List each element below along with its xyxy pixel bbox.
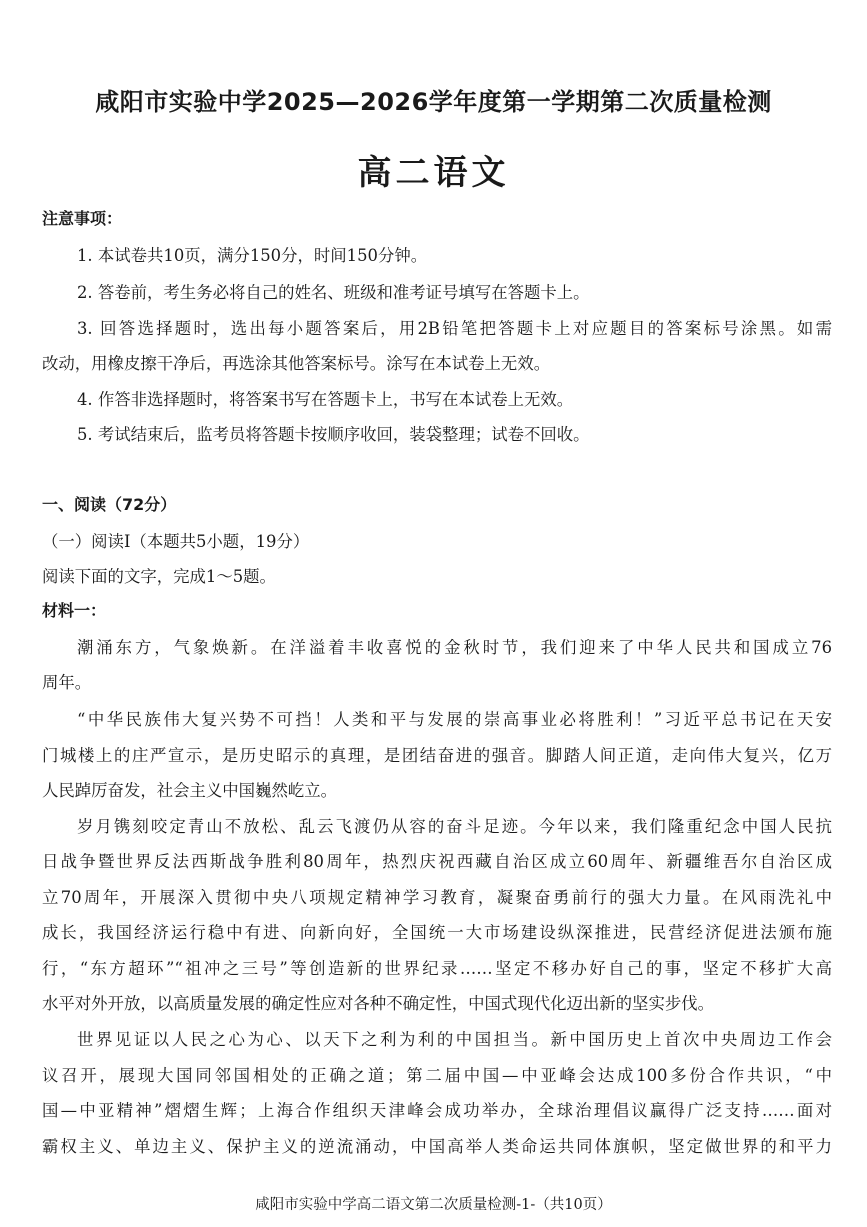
passage-line: 议召开，展现大国同邻国相处的正确之道；第二届中国—中亚峰会达成100多份合作共识，“中 — [42, 1066, 832, 1085]
passage-line: 门城楼上的庄严宣示，是历史昭示的真理，是团结奋进的强音。脚踏人间正道，走向伟大复兴，亿万 — [42, 746, 832, 765]
notice-item: 3. 回答选择题时，选出每小题答案后，用2B铅笔把答题卡上对应题目的答案标号涂黑。如需 — [77, 319, 832, 338]
passage-line: 世界见证以人民之心为心、以天下之利为利的中国担当。新中国历史上首次中央周边工作会 — [77, 1030, 832, 1049]
passage-line: 潮涌东方，气象焕新。在洋溢着丰收喜悦的金秋时节，我们迎来了中华人民共和国成立76 — [77, 638, 832, 657]
subject-title: 高二语文 — [357, 153, 510, 193]
passage-line: 岁月镌刻咬定青山不放松、乱云飞渡仍从容的奋斗足迹。今年以来，我们隆重纪念中国人民抗 — [77, 817, 832, 836]
page-footer: 咸阳市实验中学高二语文第二次质量检测-1-（共10页） — [255, 1197, 612, 1213]
passage-line: “中华民族伟大复兴势不可挡！人类和平与发展的崇高事业必将胜利！”习近平总书记在天安 — [77, 710, 832, 729]
passage-line: 人民踔厉奋发，社会主义中国巍然屹立。 — [42, 781, 338, 800]
passage-line: 霸权主义、单边主义、保护主义的逆流涌动，中国高举人类命运共同体旗帜，坚定做世界的和平力 — [42, 1137, 832, 1156]
sub-section-heading: （一）阅读Ⅰ（本题共5小题，19分） — [42, 532, 310, 551]
exam-title: 咸阳市实验中学2025—2026学年度第一学期第二次质量检测 — [95, 88, 772, 116]
passage-line: 成长，我国经济运行稳中有进、向新向好，全国统一大市场建设纵深推进，民营经济促进法颁布施 — [42, 923, 832, 942]
passage-line: 国—中亚精神”熠熠生辉；上海合作组织天津峰会成功举办，全球治理倡议赢得广泛支持……面对 — [42, 1101, 832, 1120]
notice-heading: 注意事项： — [42, 209, 123, 228]
notice-item-continued: 改动，用橡皮擦干净后，再选涂其他答案标号。涂写在本试卷上无效。 — [42, 354, 551, 373]
notice-item: 1. 本试卷共10页，满分150分，时间150分钟。 — [77, 246, 428, 265]
section-heading: 一、阅读（72分） — [42, 495, 177, 514]
reading-instruction: 阅读下面的文字，完成1～5题。 — [42, 567, 276, 586]
notice-item: 5. 考试结束后，监考员将答题卡按顺序收回，装袋整理；试卷不回收。 — [77, 425, 590, 444]
material-label: 材料一： — [42, 601, 107, 620]
passage-line: 周年。 — [42, 673, 92, 692]
passage-line: 行，“东方超环”“祖冲之三号”等创造新的世界纪录……坚定不移办好自己的事，坚定不移扩大高 — [42, 959, 832, 978]
notice-item: 4. 作答非选择题时，将答案书写在答题卡上，书写在本试卷上无效。 — [77, 390, 574, 409]
passage-line: 立70周年，开展深入贯彻中央八项规定精神学习教育，凝聚奋勇前行的强大力量。在风雨洗礼中 — [42, 888, 832, 907]
passage-line: 日战争暨世界反法西斯战争胜利80周年，热烈庆祝西藏自治区成立60周年、新疆维吾尔自治区成 — [42, 852, 832, 871]
passage-line: 水平对外开放，以高质量发展的确定性应对各种不确定性，中国式现代化迈出新的坚实步伐。 — [42, 994, 715, 1013]
notice-item: 2. 答卷前，考生务必将自己的姓名、班级和准考证号填写在答题卡上。 — [77, 283, 590, 302]
